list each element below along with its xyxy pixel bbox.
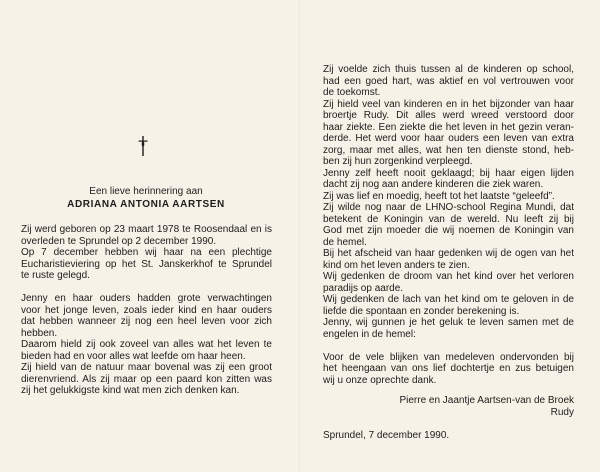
deceased-name: ADRIANA ANTONIA AARTSEN [67, 199, 225, 210]
text-line: dat hebben wanneer zij nog een heel leven voor zich [21, 316, 272, 327]
paragraph [21, 339, 272, 362]
text-line: Zij was lief en moedig, heeft tot het laatste “geleefd”. [323, 190, 555, 202]
text-line: derde. Het werd voor haar ouders een leven van extra [323, 133, 574, 144]
text-line: Zij wilde nog naar de LHNO-school Regina Mundi, dat [323, 202, 574, 213]
paragraph [323, 202, 574, 248]
paragraph [21, 293, 272, 339]
paragraph [323, 294, 574, 317]
text-line: zij het gelukkigste kind wat men zich denken kan. [21, 385, 240, 396]
text-line: Wij gedenken de droom van het kind over het verloren [323, 271, 574, 282]
paragraph [323, 248, 574, 271]
card-fold [299, 0, 301, 472]
text-line: zorg, maar met alles, wat hen ten dienste stond, heb- [323, 144, 574, 156]
text-line: Bij het afscheid van haar gedenken wij de ogen van het [323, 248, 574, 259]
place-date: Sprundel, 7 december 1990. [323, 430, 450, 441]
paragraph [323, 317, 574, 340]
text-line: Jenny, wij gunnen je het geluk te leven samen met de [323, 317, 574, 328]
text-line: Eucharistieviering op het St. Janskerkhof te Sprundel [21, 258, 272, 270]
text-line: hebben. [21, 327, 58, 339]
text-line: Zij werd geboren op 23 maart 1978 te Roosendaal en is [21, 224, 272, 235]
text-line: Op 7 december hebben wij haar na een plechtige [21, 247, 272, 258]
text-line: Voor de vele blijken van medeleven ondervonden bij [323, 351, 574, 363]
intro-text: Een lieve herinnering aan [89, 186, 203, 197]
signature-block [323, 395, 574, 418]
right-column-text [323, 64, 574, 386]
text-line: te ruste gelegd. [21, 270, 90, 281]
text-line: engelen in de hemel: [323, 328, 416, 340]
paragraph [323, 99, 574, 168]
text-line: bieden had en voor alles wat leefde om haar heen. [21, 350, 246, 362]
text-line: Zij hield veel van kinderen en in het bijzonder van haar [323, 98, 574, 110]
text-line: de toekomst. [323, 87, 381, 98]
text-line: paradijs op aarde. [323, 282, 404, 294]
text-line: haar ziekte. Een ziekte die het leven in het gezin veran- [323, 121, 574, 133]
signature-parents: Pierre en Jaantje Aartsen-van de Broek [399, 395, 574, 406]
paragraph-spacer [21, 282, 272, 294]
text-line: ben zij hun zorgenkind verpleegd. [323, 156, 473, 167]
text-line: kind om het leven anders te zien. [323, 259, 470, 271]
signature-brother: Rudy [550, 406, 574, 418]
paragraph [323, 191, 574, 203]
text-line: broertje Rudy. Dit alles werd wreed verstoord door [323, 110, 574, 121]
text-line: Daarom hield zij ook zoveel van alles wat het leven te [21, 339, 272, 350]
text-line: voor het jonge leven, zoals ieder kind en haar ouders [21, 304, 272, 316]
text-line: God met zijn moeder die wij noemen de Koningin van [323, 225, 574, 236]
text-line: overleden te Sprundel op 2 december 1990. [21, 235, 217, 247]
text-line: had een goed hart, was aktief en vol vertrouwen voor [323, 75, 574, 87]
paragraph [323, 271, 574, 294]
paragraph [323, 352, 574, 387]
text-line: Zij voelde zich thuis tussen al de kinderen op school, [323, 64, 574, 75]
text-line: dierenvriend. Als zij maar op een paard kon zitten was [21, 373, 272, 385]
paragraph [21, 362, 272, 397]
paragraph-spacer [323, 340, 574, 352]
text-line: wij u onze oprechte dank. [323, 374, 437, 386]
paragraph [21, 247, 272, 282]
text-line: de hemel. [323, 236, 367, 248]
text-line: dacht zij nog aan andere kinderen die ziek waren. [323, 179, 544, 190]
paragraph [323, 64, 574, 99]
paragraph [21, 224, 272, 247]
text-line: Zij hield van de natuur maar bovenal was zij een groot [21, 362, 272, 373]
text-line: Jenny zelf heeft nooit geklaagd; bij haar eigen lijden [323, 167, 574, 179]
paragraph [323, 168, 574, 191]
text-line: het heengaan van ons lief dochtertje en zus betuigen [323, 363, 574, 374]
left-column-text [21, 224, 272, 397]
text-line: Wij gedenken de lach van het kind om te geloven in de [323, 294, 574, 305]
text-line: liefde die spontaan en zonder berekening is. [323, 305, 520, 317]
crucifix-icon [137, 136, 149, 156]
text-line: betekent de Koningin van de wereld. Nu leeft zij bij [323, 213, 574, 225]
text-line: Jenny en haar ouders hadden grote verwachtingen [21, 293, 272, 304]
